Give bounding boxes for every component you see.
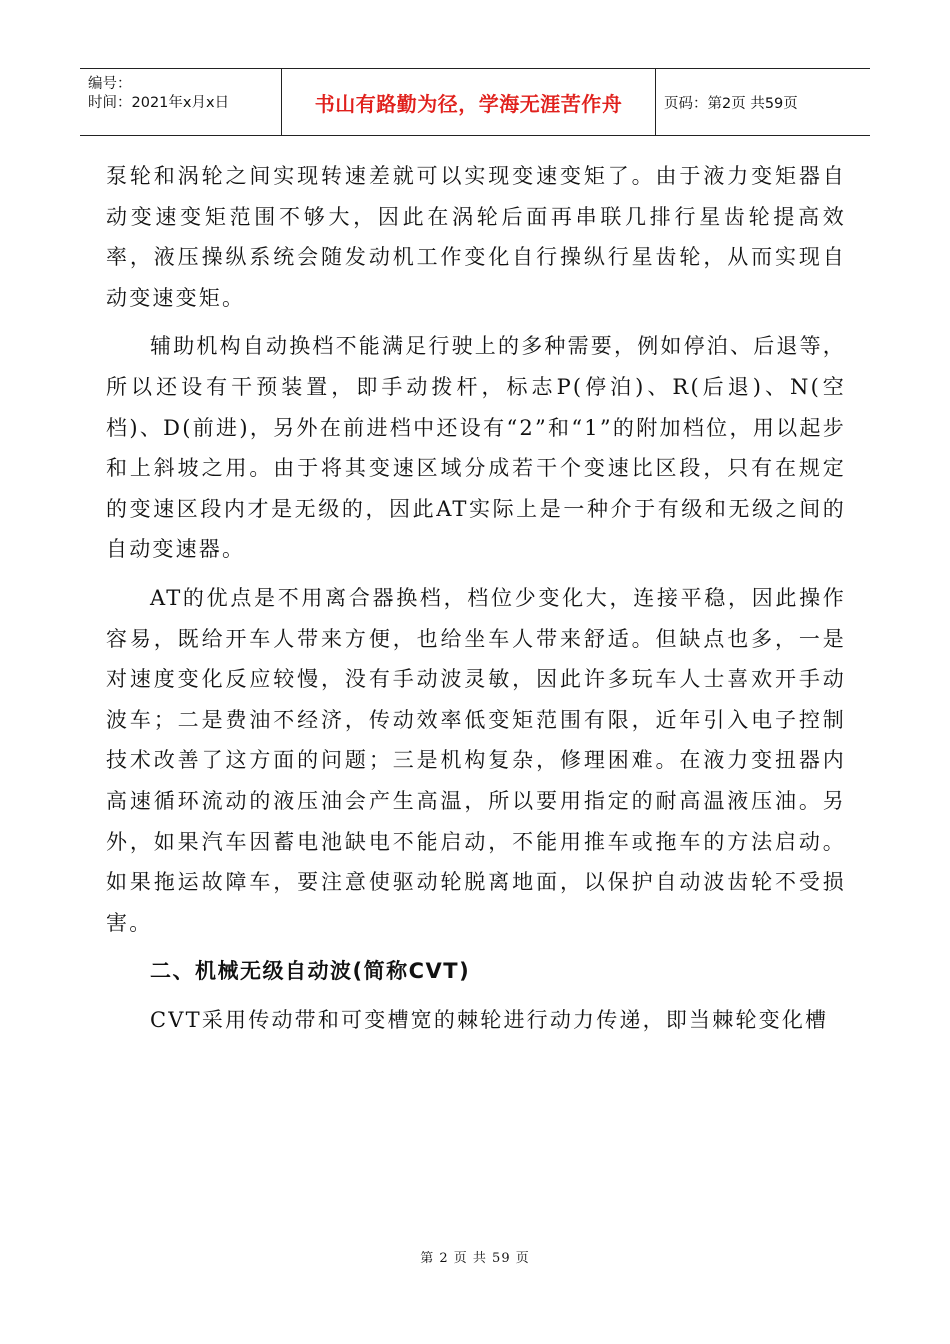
document-time-label: 时间：2021年x月x日 (88, 95, 230, 111)
body-paragraph-at-pros-cons: AT的优点是不用离合器换档，档位少变化大，连接平稳，因此操作容易，既给开车人带来方便，也给坐车人带来舒适。但缺点也多，一是对速度变化反应较慢，没有手动波灵敏，因此许多玩车人士喜欢开手动波车；二是费油不经济，传动效率低变矩范围有限，近年引入电子控制技术改善了这方面的问题；三是机构复杂，修理困难。在液力变扭器内高速循环流动的液压油会产生高温，所以要用指定的耐高温液压油。另外，如果汽车因蓄电池缺电不能启动，不能用推车或拖车的方法启动。如果拖运故障车，要注意使驱动轮脱离地面，以保护自动波齿轮不受损害。 (106, 585, 846, 935)
body-paragraph-cvt: CVT采用传动带和可变槽宽的棘轮进行动力传递，即当棘轮变化槽 (150, 1007, 829, 1032)
header-page-info: 页码：第2页 共59页 (664, 95, 798, 112)
header-meta-cell (80, 69, 282, 135)
header-motto: 书山有路勤为径，学海无涯苦作舟 (282, 69, 656, 135)
body-paragraph-continued: 泵轮和涡轮之间实现转速差就可以实现变速变矩了。由于液力变矩器自动变速变矩范围不够大，因此在涡轮后面再串联几排行星齿轮提高效率，液压操纵系统会随发动机工作变化自行操纵行星齿轮，从而实现自动变速变矩。 (106, 164, 846, 310)
body-paragraph-auxiliary-mechanism: 辅助机构自动换档不能满足行驶上的多种需要，例如停泊、后退等，所以还设有干预装置，即手动拨杆，标志P(停泊)、R(后退)、N(空档)、D(前进)，另外在前进档中还设有“2”和“1”的附加档位，用以起步和上斜坡之用。由于将其变速区域分成若干个变速比区段，只有在规定的变速区段内才是无级的，因此AT实际上是一种介于有级和无级之间的自动变速器。 (106, 334, 846, 562)
document-body (106, 156, 846, 1048)
section-heading-cvt: 二、机械无级自动波(简称CVT) (150, 959, 471, 984)
document-number-label: 编号： (88, 76, 132, 92)
page-footer: 第 2 页 共 59 页 (420, 1251, 530, 1266)
document-header (80, 68, 870, 136)
